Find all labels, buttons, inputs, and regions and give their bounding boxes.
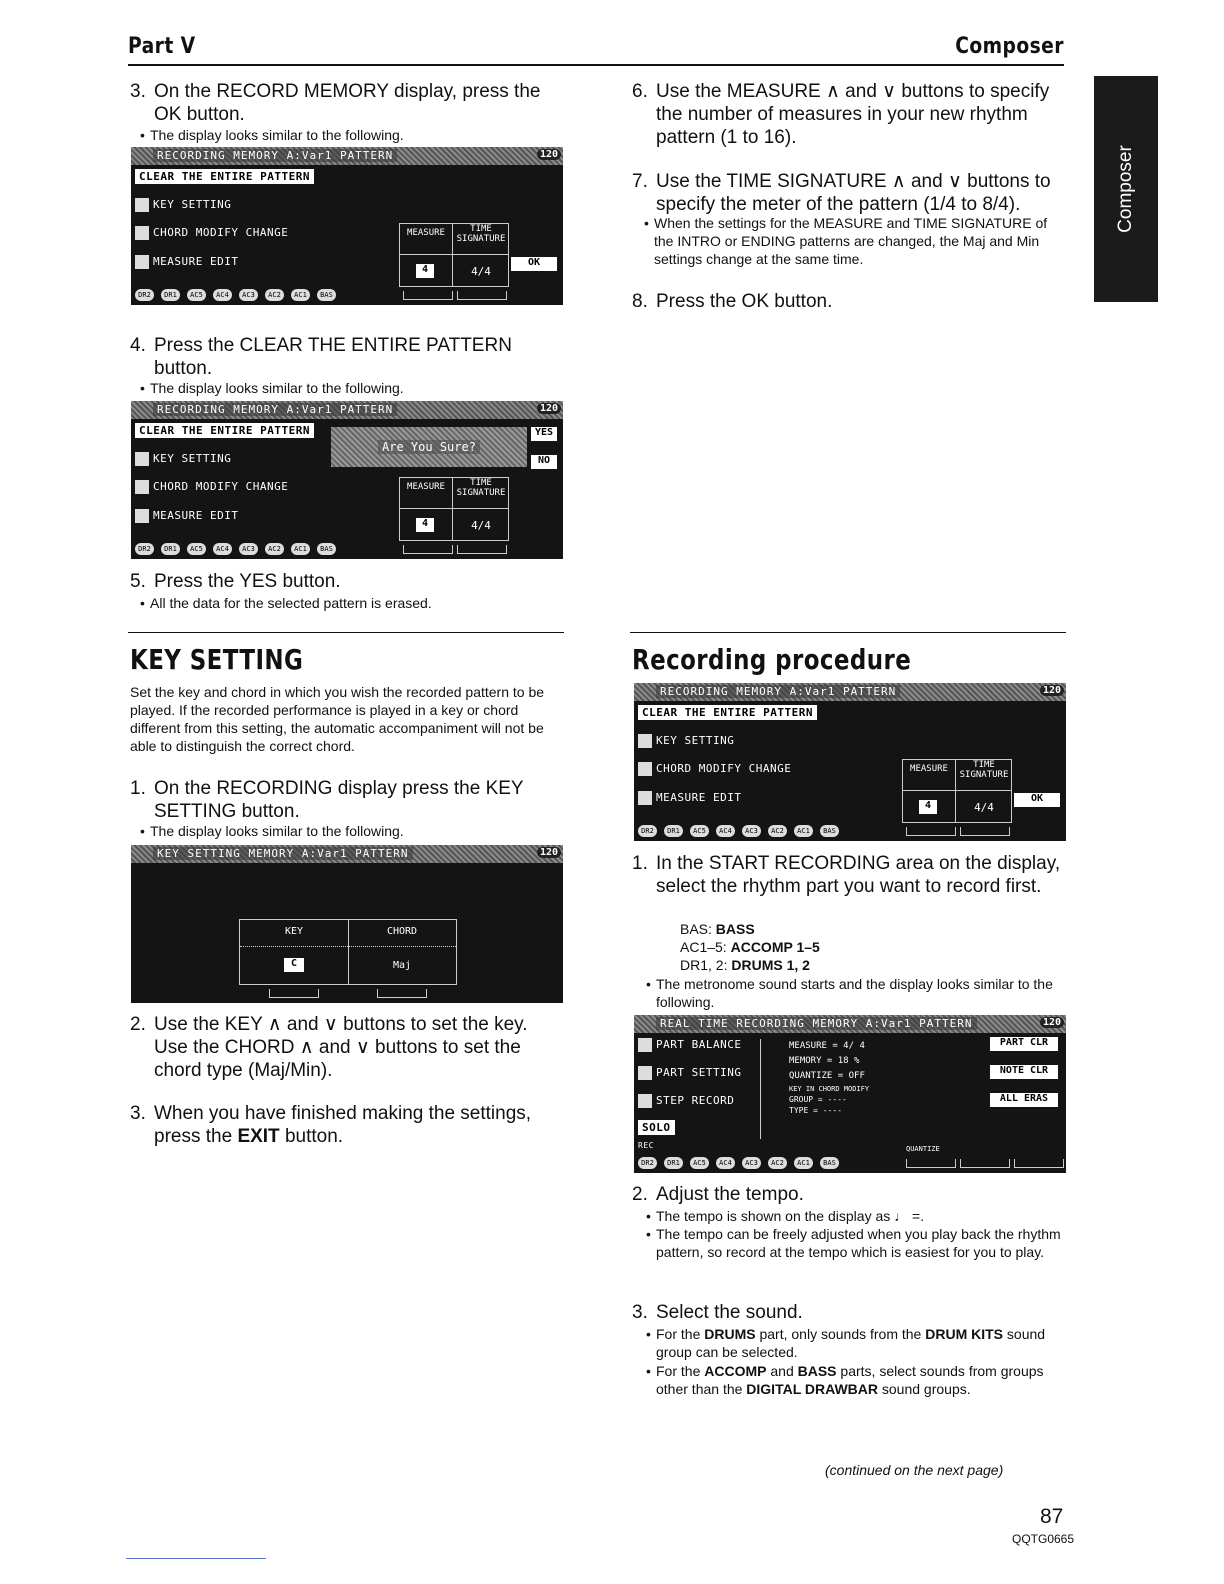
part-setting-button[interactable]: PART SETTING [638, 1066, 741, 1080]
chord-icon [638, 762, 652, 776]
ok-button[interactable]: OK [511, 257, 557, 271]
measure-time-grid: MEASURE TIME SIGNATURE 4 4/4 [399, 223, 509, 287]
part-button[interactable]: AC5 [187, 543, 206, 555]
key-chord-grid: KEY CHORD C Maj [239, 919, 457, 985]
key-setting-title: KEY SETTING [130, 643, 304, 676]
part-button[interactable]: BAS [317, 543, 336, 555]
part-button[interactable]: AC4 [716, 1157, 735, 1169]
section-rule-right [630, 632, 1066, 633]
key-step-2: 2. Use the KEY ∧ and ∨ buttons to set the key. Use the CHORD ∧ and ∨ buttons to set the chord type (Maj/Min). [130, 1014, 528, 1081]
measure-time-grid: MEASURE TIME SIGNATURE 4 4/4 [902, 759, 1012, 823]
group-slider[interactable] [960, 1159, 1010, 1168]
rec-step-1-bullet: • The metronome sound starts and the display looks similar to the following. [646, 976, 1053, 1010]
step-5-bullet: • All the data for the selected pattern is erased. [140, 595, 432, 611]
quantize-label: QUANTIZE [906, 1145, 940, 1153]
rec-indicator: REC [638, 1141, 654, 1150]
chord-modify-button[interactable]: CHORD MODIFY CHANGE [638, 762, 791, 776]
key-value: C [284, 958, 304, 972]
part-button[interactable]: BAS [820, 1157, 839, 1169]
time-slider[interactable] [457, 545, 507, 554]
key-icon [638, 734, 652, 748]
key-step-3: 3. When you have finished making the settings, press the EXIT button. [130, 1103, 532, 1147]
part-button[interactable]: AC5 [690, 1157, 709, 1169]
lcd-record-memory [131, 147, 563, 305]
measure-edit-button[interactable]: MEASURE EDIT [135, 255, 238, 269]
rec-step-3: 3. Select the sound. [632, 1302, 803, 1323]
chord-icon [135, 480, 149, 494]
page-number: 87 [1040, 1505, 1064, 1528]
key-slider[interactable] [269, 989, 319, 998]
part-button[interactable]: AC2 [265, 543, 284, 555]
measure-edit-button[interactable]: MEASURE EDIT [638, 791, 741, 805]
recording-info: MEASURE = 4/ 4 MEMORY = 18 % QUANTIZE = OFF KEY IN CHORD MODIFY GROUP = ---- TYPE = ---- [760, 1039, 985, 1139]
step-4-bullet: • The display looks similar to the following. [140, 380, 404, 396]
type-slider[interactable] [1014, 1159, 1064, 1168]
key-setting-button[interactable]: KEY SETTING [638, 734, 734, 748]
confirm-dialog: Are You Sure? [331, 427, 527, 467]
rec-step-1: 1. In the START RECORDING area on the display, select the rhythm part you want to record first. [632, 853, 1061, 897]
continued-note: (continued on the next page) [825, 1462, 1004, 1478]
chapter-tab: Composer [1094, 76, 1158, 302]
key-setting-button[interactable]: KEY SETTING [135, 198, 231, 212]
lcd-titlebar: RECORDING MEMORY A:Var1 PATTERN 120 [131, 147, 563, 165]
time-slider[interactable] [457, 291, 507, 300]
clear-pattern-button[interactable]: CLEAR THE ENTIRE PATTERN [638, 706, 817, 719]
part-button[interactable]: DR2 [135, 543, 154, 555]
chord-slider[interactable] [377, 989, 427, 998]
key-step-1: 1. On the RECORDING display press the KEY SETTING button. [130, 778, 524, 822]
quantize-slider[interactable] [906, 1159, 956, 1168]
measure-icon [638, 791, 652, 805]
rec-step-3-bullet-1: • For the DRUMS part, only sounds from the DRUM KITS sound group can be selected. [646, 1326, 1046, 1360]
part-button[interactable]: AC4 [716, 825, 735, 837]
key-icon [135, 198, 149, 212]
measure-icon [135, 509, 149, 523]
solo-button[interactable]: SOLO [638, 1121, 675, 1134]
part-button[interactable]: AC5 [690, 825, 709, 837]
clear-pattern-button[interactable]: CLEAR THE ENTIRE PATTERN [135, 424, 314, 437]
chord-modify-button[interactable]: CHORD MODIFY CHANGE [135, 226, 288, 240]
chapter-heading: Composer [955, 34, 1064, 59]
rec-step-2: 2. Adjust the tempo. [632, 1184, 804, 1205]
time-slider[interactable] [960, 827, 1010, 836]
part-button[interactable]: DR2 [135, 289, 154, 301]
note-clear-button[interactable]: NOTE CLR [990, 1065, 1058, 1079]
key-setting-intro: Set the key and chord in which you wish the recorded pattern to be played. If the recorded performance is played in a key or chord different from this setting, the automatic accompaniment will not be able to distinguish the correct chord. [130, 684, 545, 754]
measure-time-grid: MEASURE TIME SIGNATURE 4 4/4 [399, 477, 509, 541]
part-balance-button[interactable]: PART BALANCE [638, 1038, 741, 1052]
part-button[interactable]: AC5 [187, 289, 206, 301]
part-button[interactable]: AC3 [239, 289, 258, 301]
part-button[interactable]: DR1 [161, 543, 180, 555]
part-button[interactable]: BAS [317, 289, 336, 301]
step-record-button[interactable]: STEP RECORD [638, 1094, 734, 1108]
key-step-1-bullet: • The display looks similar to the following. [140, 823, 404, 839]
yes-button[interactable]: YES [531, 427, 557, 441]
step-3: 3. On the RECORD MEMORY display, press the OK button. [130, 81, 541, 125]
section-rule-left [128, 632, 564, 633]
key-icon [135, 452, 149, 466]
document-code: QQTG0665 [1012, 1532, 1075, 1546]
part-button[interactable]: DR1 [664, 1157, 683, 1169]
part-button[interactable]: AC2 [265, 289, 284, 301]
lcd-key-setting: KEY SETTING MEMORY A:Var1 PATTERN 120 KEY CHORD C Maj [131, 845, 563, 1003]
part-button[interactable]: DR1 [664, 825, 683, 837]
part-button[interactable]: AC3 [742, 825, 761, 837]
measure-slider[interactable] [906, 827, 956, 836]
clear-pattern-button[interactable]: CLEAR THE ENTIRE PATTERN [135, 170, 314, 183]
chord-modify-button[interactable]: CHORD MODIFY CHANGE [135, 480, 288, 494]
part-button[interactable]: AC4 [213, 543, 232, 555]
lcd-recording-memory: RECORDING MEMORY A:Var1 PATTERN 120 CLEAR THE ENTIRE PATTERN KEY SETTING CHORD MODIFY CHANGE MEASURE EDIT MEASURE TIME SIGNATURE 4 4/4 OK DR2 DR1 AC5 AC4 AC3 AC2 AC1 BAS [634, 683, 1066, 841]
part-button[interactable]: AC3 [239, 543, 258, 555]
part-button[interactable]: AC1 [291, 543, 310, 555]
part-button[interactable]: AC2 [768, 825, 787, 837]
part-button[interactable]: BAS [820, 825, 839, 837]
step-7-bullet: • When the settings for the MEASURE and TIME SIGNATURE of the INTRO or ENDING patterns are changed, the Maj and Min settings change at the same time. [644, 215, 1048, 267]
step-icon [638, 1094, 652, 1108]
footer-link-rule [126, 1558, 266, 1559]
measure-slider[interactable] [403, 545, 453, 554]
step-7: 7. Use the TIME SIGNATURE ∧ and ∨ buttons to specify the meter of the pattern (1/4 to 8/4). [632, 171, 1051, 215]
rec-step-3-bullet-2: • For the ACCOMP and BASS parts, select sounds from groups other than the DIGITAL DRAWBAR sound groups. [646, 1363, 1044, 1397]
step-6: 6. Use the MEASURE ∧ and ∨ buttons to specify the number of measures in your new rhythm pattern (1 to 16). [632, 81, 1050, 148]
part-list-item: AC1–5: ACCOMP 1–5 [680, 939, 820, 955]
measure-edit-button[interactable]: MEASURE EDIT [135, 509, 238, 523]
part-clear-button[interactable]: PART CLR [990, 1037, 1058, 1051]
header-rule [128, 64, 1064, 66]
step-4: 4. Press the CLEAR THE ENTIRE PATTERN button. [130, 335, 512, 379]
step-3-bullet: • The display looks similar to the following. [140, 127, 404, 143]
lcd-realtime-recording: REAL TIME RECORDING MEMORY A:Var1 PATTERN 120 PART BALANCE PART SETTING STEP RECORD SOLO REC MEASURE = 4/ 4 MEMORY = 18 % QUANTIZE = OFF KEY IN CHORD MODIFY GROUP = ---- TYPE = ---- QUANTIZE PART CLR NOTE CLR ALL ERAS DR2 DR1 AC5 AC4 AC3 AC2 AC1 BAS [634, 1015, 1066, 1173]
step-5: 5. Press the YES button. [130, 571, 341, 592]
part-list-item: BAS: BASS [680, 921, 755, 937]
part-list [680, 920, 820, 974]
chord-icon [135, 226, 149, 240]
setting-icon [638, 1066, 652, 1080]
part-button[interactable]: DR2 [638, 1157, 657, 1169]
part-button[interactable]: AC1 [291, 289, 310, 301]
ok-button[interactable]: OK [1014, 793, 1060, 807]
part-button[interactable]: AC1 [794, 825, 813, 837]
key-setting-button[interactable]: KEY SETTING [135, 452, 231, 466]
part-button[interactable]: AC1 [794, 1157, 813, 1169]
lcd-clear-confirm: RECORDING MEMORY A:Var1 PATTERN 120 CLEAR THE ENTIRE PATTERN KEY SETTING CHORD MODIFY CHANGE MEASURE EDIT Are You Sure? YES NO MEASURE TIME SIGNATURE 4 4/4 DR2 DR1 AC5 AC4 AC3 AC2 AC1 BAS [131, 401, 563, 559]
part-heading: Part V [128, 34, 196, 59]
all-erase-button[interactable]: ALL ERAS [990, 1093, 1058, 1107]
measure-slider[interactable] [403, 291, 453, 300]
chord-value: Maj [392, 960, 412, 971]
measure-icon [135, 255, 149, 269]
part-button[interactable]: AC3 [742, 1157, 761, 1169]
recording-title: Recording procedure [632, 643, 912, 676]
no-button[interactable]: NO [531, 455, 557, 469]
part-button[interactable]: AC2 [768, 1157, 787, 1169]
part-button[interactable]: DR1 [161, 289, 180, 301]
rec-step-2-bullet-2: • The tempo can be freely adjusted when you play back the rhythm pattern, so record at the tempo which is easiest for you to play. [646, 1226, 1061, 1260]
balance-icon [638, 1038, 652, 1052]
step-8: 8. Press the OK button. [632, 291, 833, 312]
part-button[interactable]: AC4 [213, 289, 232, 301]
part-button[interactable]: DR2 [638, 825, 657, 837]
part-list-item: DR1, 2: DRUMS 1, 2 [680, 957, 810, 973]
rec-step-2-bullet-1: • The tempo is shown on the display as ♩ =. [646, 1208, 925, 1224]
